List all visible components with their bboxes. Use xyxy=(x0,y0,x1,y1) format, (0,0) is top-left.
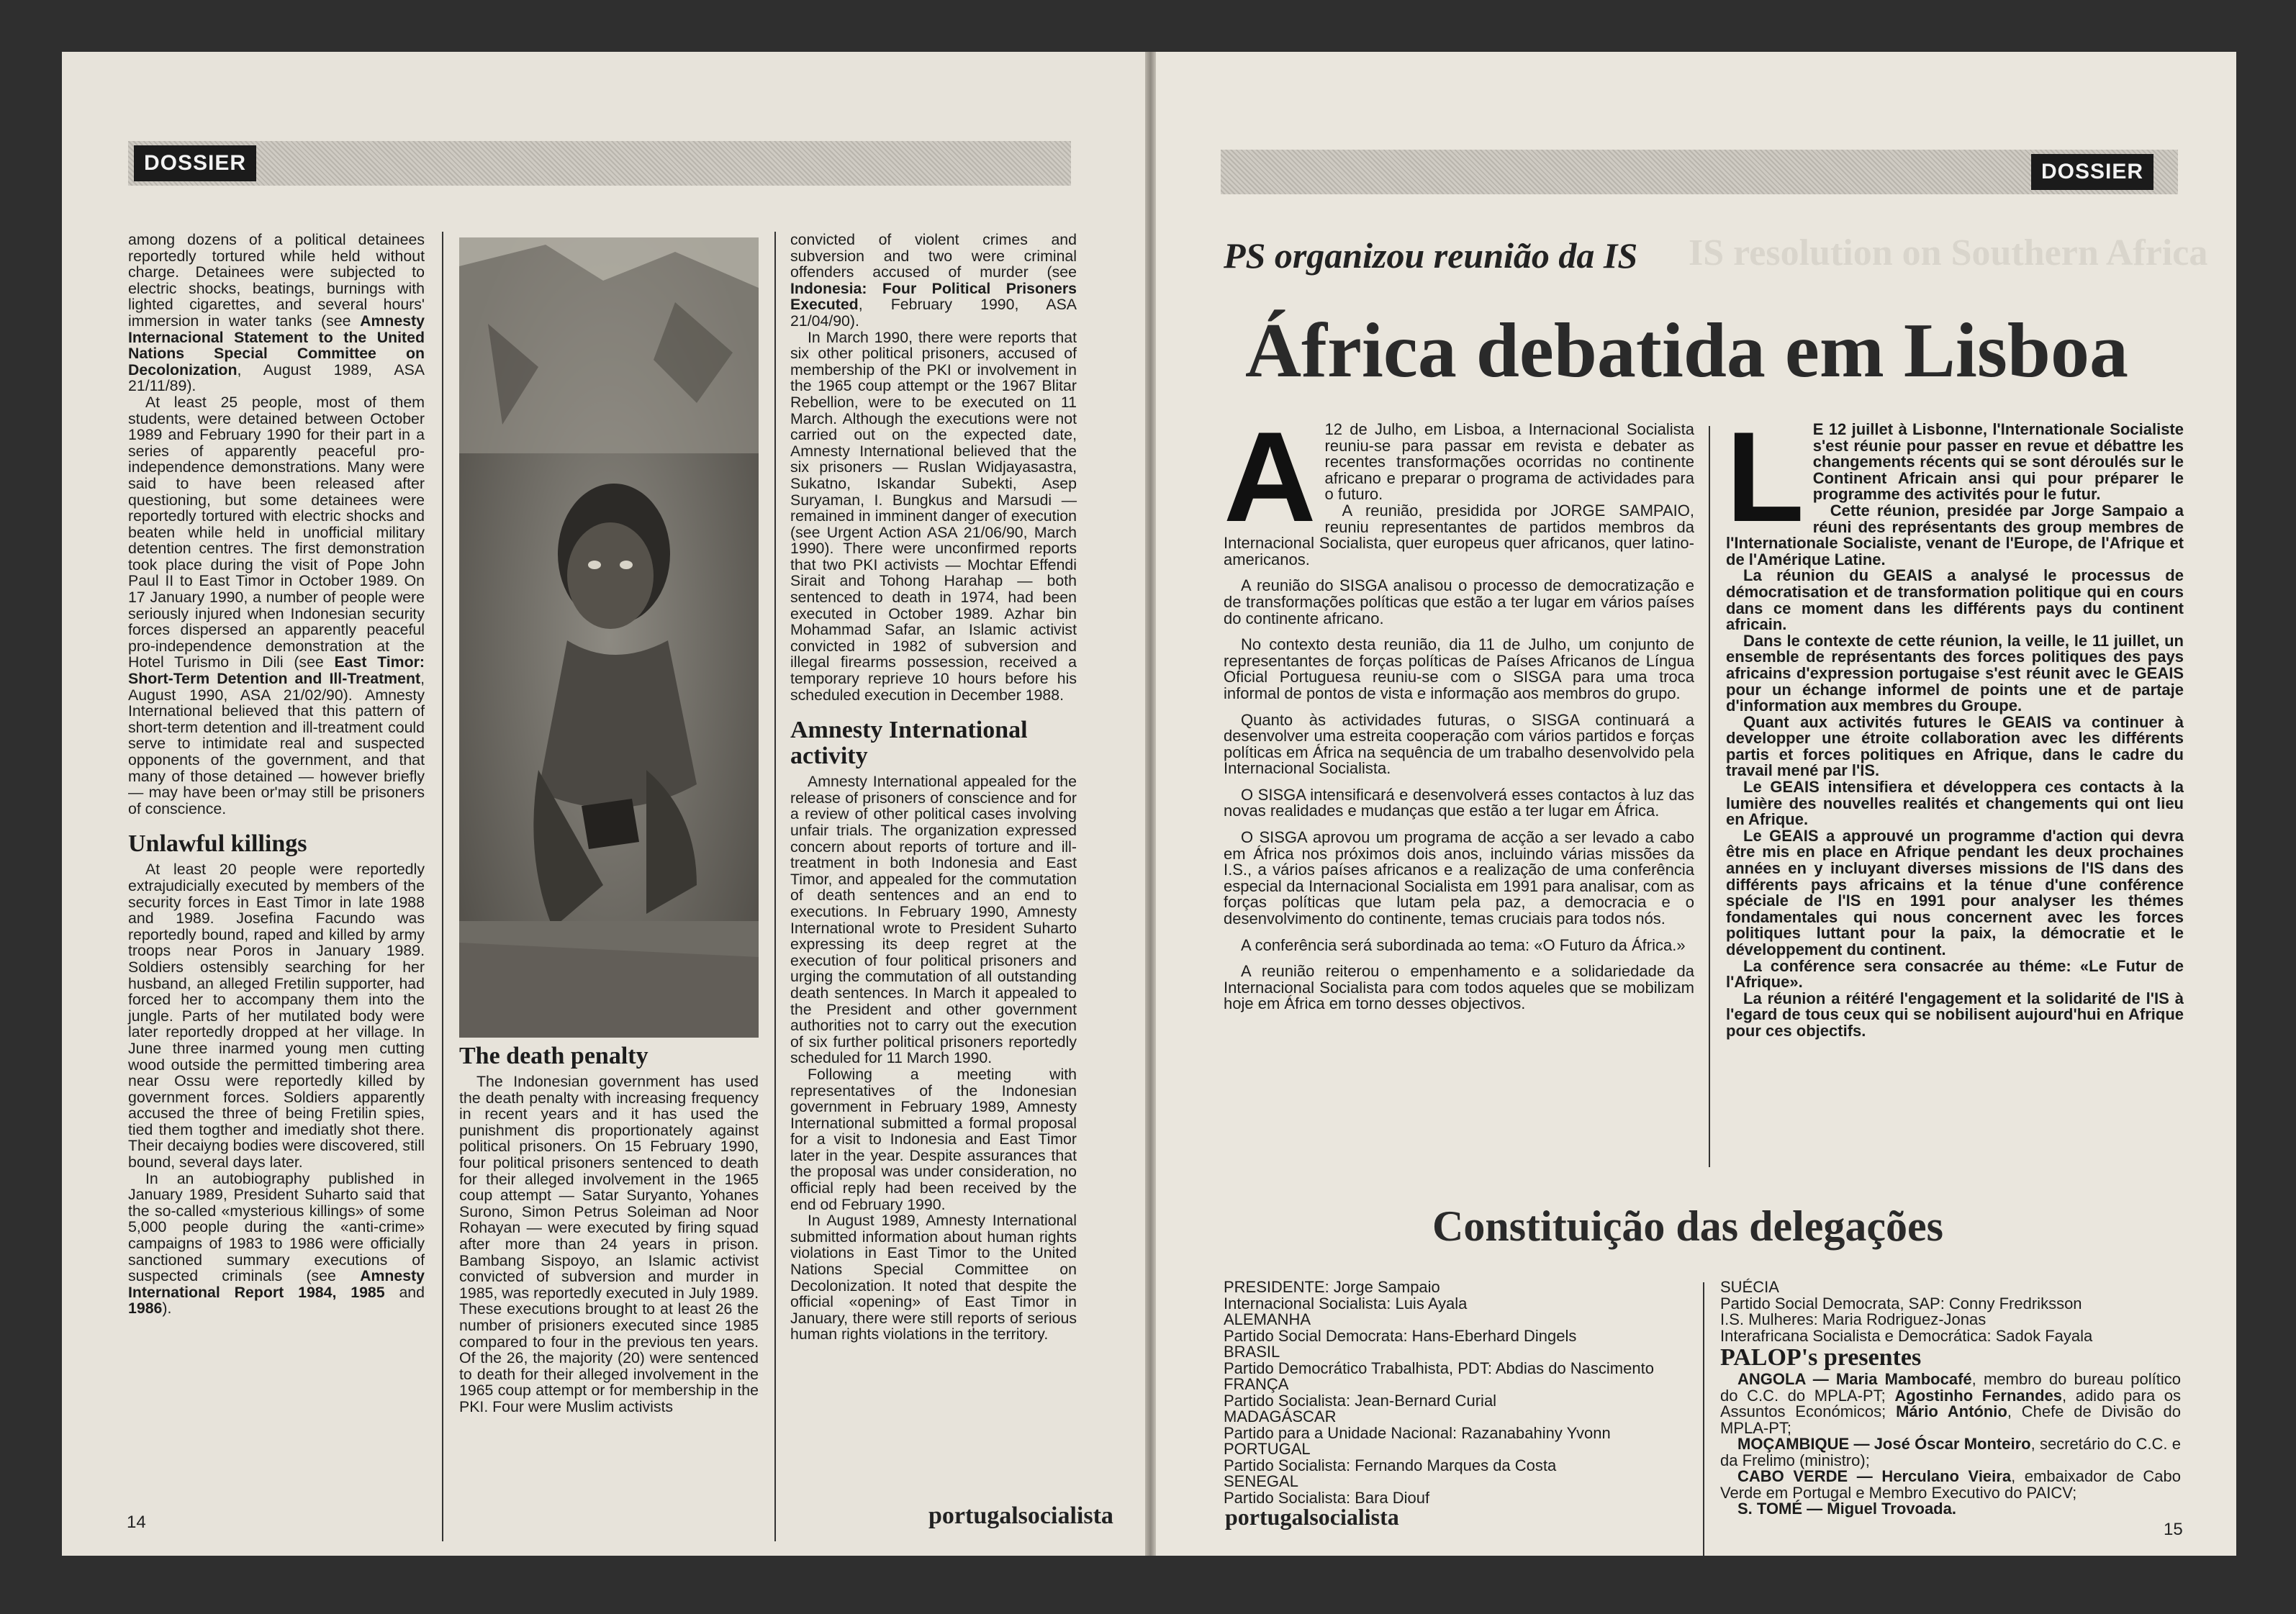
paragraph: Dans le contexte de cette réunion, la veille, le 11 juillet, un ensemble de représentants des forces politiques des pays africains d'expression portugaise s'est réunit avec le GEAIS pour un échange informel de points une et de partaje d'information aux membres du Groupe. xyxy=(1726,631,2184,715)
citation: 1986 xyxy=(128,1300,163,1318)
delegations-list-left xyxy=(1224,1279,1694,1506)
citation: Amnesty Internacional Statement to the United Nations Special Committee on Decolonization xyxy=(128,312,425,378)
dossier-band xyxy=(128,141,1071,186)
delegations-list-right xyxy=(1720,1279,2181,1518)
text-end: ). xyxy=(162,1300,172,1318)
column-rule xyxy=(442,232,443,1541)
paragraph: In March 1990, there were reports that six other political prisoners, accused of membership of the PKI or involvement in the 1965 coup attempt or the 1967 Blitar Rebellion, were to be executed on 11 March. Although the executions were not carried out on the expected date, Amnesty International believed that the six prisoners — Ruslan Widjayasastra, Sukatno, Iskandar Subekti, Asep Suryaman, I. Bungkus and Marsudi — remained in imminent danger of execution (see Urgent Action ASA 21/06/90, March 1990). There were unconfirmed reports that two PKI activists — Mochtar Effendi Sirait and Tohong Harahap — both sentenced to death in 1974, had been executed in October 1989. Azhar bin Mohammad Safar, an Islamic activist convicted in 1982 of subversion and illegal firearms possession, received a temporary reprieve 10 hours before his scheduled execution in December 1988. xyxy=(790,328,1077,704)
section-heading: The death penalty xyxy=(459,1043,648,1069)
show-through-text: IS resolution on Southern Africa xyxy=(1689,232,2208,273)
paragraph: O SISGA aprovou um programa de acção a ser levado a cabo em África nos próximos dois anos, incluindo várias missões da I.S., a vários países africanos e a realização de uma conferência especial da Internacional Socialista em 1991 para analisar, com as forças políticas que lutam pela paz, a democracia e o desenvolvimento do continente, temas cruciais para todos nós. xyxy=(1224,828,1694,928)
citation: Amnesty International Report 1984, 1985 xyxy=(128,1267,425,1301)
palop-person: Agostinho Fernandes xyxy=(1894,1386,2062,1405)
paragraph: Following a meeting with representatives of the Indonesian government in February 1989, Amnesty International submitted a formal proposal for a visit to Indonesia and East Timor later in the year. Despite assurances that the proposal was under consideration, no official reply had been received by the end od February 1990. xyxy=(790,1065,1077,1213)
delegation-entry: I.S. Mulheres: Maria Rodriguez-Jonas xyxy=(1720,1310,1987,1328)
delegation-entry: Partido para a Unidade Nacional: Razanabahiny Yvonn xyxy=(1224,1423,1611,1442)
publication-brand: portugalsocialista xyxy=(928,1502,1113,1529)
paragraph: In August 1989, Amnesty International submitted information about human rights violations in East Timor to the United Nations Special Committee on Decolonization. It noted that despite the official «opening» of East Timor in January, there were still reports of serious human rights violations in the territory. xyxy=(790,1212,1077,1343)
column-rule xyxy=(1709,426,1710,1167)
section-tag: DOSSIER xyxy=(134,145,256,181)
child-photo xyxy=(459,237,759,1038)
delegation-entry: ALEMANHA xyxy=(1224,1310,1311,1328)
palop-detail: , secretário do C.C. e da Frelimo (ministro); xyxy=(1720,1435,2181,1469)
delegation-entry: Internacional Socialista: Luis Ayala xyxy=(1224,1294,1468,1312)
paragraph: Amnesty International appealed for the release of prisoners of conscience and for a review of other political cases involving unfair trials. The organization expressed concern about reports of torture and ill-treatment in both Indonesia and East Timor, and appealed for the commutation of death sentences and an end to executions. In February 1990, Amnesty International wrote to President Suharto expressing its deep regret at the execution of four political prisoners and urging the commutation of all outstanding death sentences. In March it appealed to the President and other government authorities not to carry out the execution of six further political prisoners reportedly scheduled for 11 March 1990. xyxy=(790,773,1077,1067)
paragraph: A reunião reiterou o empenhamento e a solidariedade da Internacional Socialista para com todos aqueles que se mobilizam hoje em África em torno desses objectivos. xyxy=(1224,962,1694,1013)
paragraph: Le GEAIS a approuvé un programme d'action qui devra être mis en place en Afrique pendant les deux prochaines années en y incluyant diverses missions de l'IS dans des différents pays africains et la ténue d'une conférence spéciale de l'IS en 1991 pour analyser les thémes fondamentales qui nous concernent avec les forces politiques luttant pour la paix, la démocratie et le développement du continent. xyxy=(1726,826,2184,958)
citation-details: , August 1989, ASA 21/11/89). xyxy=(128,361,425,395)
portuguese-column xyxy=(1224,405,1694,1013)
section-heading: Unlawful killings xyxy=(128,830,307,858)
section-heading: Amnesty International activity xyxy=(790,717,1028,770)
palop-country: S. TOMÉ — Miguel Trovoada. xyxy=(1737,1500,1956,1518)
page-number: 15 xyxy=(2164,1520,2183,1539)
photo-image xyxy=(459,237,759,1038)
delegations-heading: Constituição das delegações xyxy=(1432,1202,1943,1250)
paragraph: , August 1990, ASA 21/02/90). Amnesty International believed that this pattern of short-term detention and ill-treatment could serve to intimidate real and suspected opponents of the government, and that many of those detained — however briefly — may have been or'may still be prisoners of conscience. xyxy=(128,670,425,817)
right-page xyxy=(1156,52,2236,1556)
palop-detail: , Chefe de Divisão do MPLA-PT; xyxy=(1720,1402,2181,1437)
article-column-3 xyxy=(790,232,1077,1343)
drop-cap: A xyxy=(1224,405,1316,548)
left-page xyxy=(62,52,1145,1556)
drop-cap: L xyxy=(1726,405,1804,548)
publication-brand: portugalsocialista xyxy=(1225,1504,1399,1530)
paragraph: At least 20 people were reportedly extrajudicially executed by members of the security forces in East Timor in late 1988 and 1989. Josefina Facundo was reportedly bound, raped and killed by army troops near Poros in January 1989. Soldiers ostensibly searching for her husband, an alleged Fretilin supporter, had forced her to accompany them into the jungle. Parts of her mutilated body were later reportedly dropped at her village. In June three inarmed young men cutting wood outside the permitted timbering area near Ossu were reportedly killed by government forces. Soldiers apparently accused the three of being Fretilin spies, tied them togther and imediatly shot there. Their decaiyng bodies were discovered, still bound, several days later. xyxy=(128,861,425,1171)
delegation-entry: Partido Democrático Trabalhista, PDT: Abdias do Nascimento xyxy=(1224,1359,1654,1377)
palop-country: MOÇAMBIQUE — José Óscar Monteiro xyxy=(1737,1435,2031,1453)
palop-heading: PALOP's presentes xyxy=(1720,1344,1922,1371)
section-tag: DOSSIER xyxy=(2031,154,2153,190)
palop-country: ANGOLA — Maria Mambocafé xyxy=(1737,1370,1972,1388)
paragraph: Quanto às actividades futuras, o SISGA continuará a desenvolver uma estreita cooperação com vários partidos e forças políticas em África na sequência de um trabalho desenvolvido pela Internacional Socialista. xyxy=(1224,710,1694,778)
paragraph: Cette réunion, presidée par Jorge Sampaio a réuni des représentants des group membres de l'Internationale Socialiste, venant de l'Europe, de l'Afrique et de l'Amérique Latine. xyxy=(1726,501,2184,568)
delegation-entry: SUÉCIA xyxy=(1720,1278,1779,1296)
paragraph: The Indonesian government has used the death penalty with increasing frequency in recent years and it has used the punishment dis proportionately against political prisoners. On 15 February 1990, four political prisoners sentenced to death for their alleged involvement in the 1965 coup attempt — Satar Suryanto, Yohanes Surono, Simon Petrus Soleiman ad Noor Rohayan — were executed by firing squad after more than 24 years in prison. Bambang Sispoyo, an Islamic activist convicted of subversion and murder in 1985, was reportedly executed in July 1989. These executions brought to at least 26 the number of prisioners executed since 1985 compared to four in the previous ten years. Of the 26, the majority (20) were sentenced to death for their alleged involvement in the 1965 coup attempt or for membership in the PKI. Four were Muslim activists xyxy=(459,1073,759,1415)
citation: Indonesia: Four Political Prisoners Executed xyxy=(790,279,1077,314)
paragraph: In an autobiography published in January 1989, President Suharto said that the so-called «mysterious killings» of some 5,000 people during the «anti-crime» campaigns of 1983 to 1986 were officially sanctioned summary executions of suspected criminals (see xyxy=(128,1169,425,1285)
delegation-entry: PORTUGAL xyxy=(1224,1440,1311,1458)
paragraph: E 12 juillet à Lisbonne, l'Internationale Socialiste s'est réunie pour passer en revue et débattre les changements récents qui se sont déroulés sur le Continent Africain ansi qui pour préparer le programme des activités pour le futur. xyxy=(1812,420,2184,504)
paragraph: A conferência será subordinada ao tema: «O Futuro da África.» xyxy=(1241,935,1686,954)
book-gutter xyxy=(1145,52,1156,1556)
paragraph: La conférence sera consacrée au théme: «Le Futur de l'Afrique». xyxy=(1726,956,2184,992)
delegation-entry: Partido Socialista: Bara Diouf xyxy=(1224,1488,1430,1507)
citation-details: , February 1990, ASA 21/04/90). xyxy=(790,296,1077,330)
delegation-entry: Partido Socialista: Fernando Marques da Costa xyxy=(1224,1456,1557,1474)
palop-person: Mário António xyxy=(1896,1402,2007,1420)
page-number: 14 xyxy=(127,1513,146,1532)
paragraph: Quant aux activités futures le GEAIS va continuer à developper une étroite collaboration avec les différents partis et forces politiques en Afrique, dans le cadre du travail mené par l'IS. xyxy=(1726,712,2184,780)
delegation-entry: Interafricana Socialista e Democrática: Sadok Fayala xyxy=(1720,1326,2093,1345)
column-rule xyxy=(1703,1282,1704,1556)
paragraph: At least 25 people, most of them students, were detained between October 1989 and February 1990 for their part in a series of apparently peaceful pro-independence demonstrations. Many were said to have been released after questioning, but some detainees were reportedly tortured with electric shocks and beaten while held in unofficial military detention centres. The first demonstration took place during the visit of Pope John Paul II to East Timor in October 1989. On 17 January 1990, a number of people were seriously injured when Indonesian security forces dispersed an apparently peaceful pro-independence demonstration at the Hotel Turismo in Dili (see xyxy=(128,393,425,671)
palop-detail: , adido para os Assuntos Económicos; xyxy=(1720,1386,2182,1420)
citation: East Timor: Short-Term Detention and Ill-Treatment xyxy=(128,653,425,688)
article-column-1 xyxy=(128,232,425,1317)
delegation-entry: MADAGÁSCAR xyxy=(1224,1407,1337,1425)
french-column xyxy=(1726,405,2184,1040)
palop-country: CABO VERDE — Herculano Vieira xyxy=(1737,1467,2012,1485)
paragraph: among dozens of a political detainees reportedly tortured while held without charge. Detainees were subjected to electric shocks, beatings, burnings with lighted cigarettes, and several hours' immersion in water tanks (see xyxy=(128,231,425,330)
delegation-entry: FRANÇA xyxy=(1224,1375,1289,1393)
delegation-entry: Partido Socialista: Jean-Bernard Curial xyxy=(1224,1391,1497,1410)
paragraph: 12 de Julho, em Lisboa, a Internacional Socialista reuniu-se para passar em revista e debater as recentes transformações ocorridas no continente africano e preparar o programa de actividades para o futuro. xyxy=(1324,420,1694,504)
delegation-entry: SENEGAL xyxy=(1224,1472,1298,1490)
article-kicker: PS organizou reunião da IS xyxy=(1224,235,1638,276)
palop-list xyxy=(1720,1372,2181,1518)
paragraph: O SISGA intensificará e desenvolverá esses contactos à luz das novas realidades e mudanças que estão a ter lugar em África. xyxy=(1224,785,1694,820)
delegation-entry: Partido Social Democrata: Hans-Eberhard Dingels xyxy=(1224,1326,1577,1345)
delegation-entry: BRASIL xyxy=(1224,1343,1280,1361)
delegation-entry: Partido Social Democrata, SAP: Conny Fredriksson xyxy=(1720,1294,2082,1312)
paragraph: Le GEAIS intensifiera et développera ces contacts à la lumière des nouvelles realités et changements qui ont lieu en Afrique. xyxy=(1726,778,2184,829)
column-rule xyxy=(774,232,776,1541)
article-column-2 xyxy=(459,1041,759,1415)
palop-detail: , embaixador de Cabo Verde em Portugal e Membro Executivo do PAICV; xyxy=(1720,1467,2181,1502)
text-connector: and xyxy=(384,1283,425,1301)
paragraph: No contexto desta reunião, dia 11 de Julho, um conjunto de representantes de forças políticas de Países Africanos de Língua Oficial Portuguesa reuniu-se com o SISGA para uma troca informal de pontos de vista e informação aos membros do grupo. xyxy=(1224,635,1694,702)
paragraph: convicted of violent crimes and subversion and two were criminal offenders accused of murder (see xyxy=(790,231,1077,281)
paragraph: La réunion du GEAIS a analysé le processus de démocratisation et de transformation politique qui en cours dans ce moment dans les différents pays du continent africain. xyxy=(1726,566,2184,634)
palop-detail: , membro do bureau político do C.C. do MPLA-PT; xyxy=(1720,1370,2181,1405)
paragraph: La réunion a réitéré l'engagement et la solidarité de l'IS à l'egard de tous ceux qui se nobilisent aujourd'hui en Afrique pour ces objectifs. xyxy=(1726,989,2184,1040)
paragraph: A reunião do SISGA analisou o processo de democratização e de transformações políticas que estão a ter lugar em vários países do continente africano. xyxy=(1224,576,1694,627)
article-headline: África debatida em Lisboa xyxy=(1245,308,2128,394)
paragraph: A reunião, presidida por JORGE SAMPAIO, reuniu representantes de partidos membros da Internacional Socialista, quer europeus quer africanos, quer latino-americanos. xyxy=(1224,501,1694,568)
delegation-entry: PRESIDENTE: Jorge Sampaio xyxy=(1224,1278,1440,1296)
